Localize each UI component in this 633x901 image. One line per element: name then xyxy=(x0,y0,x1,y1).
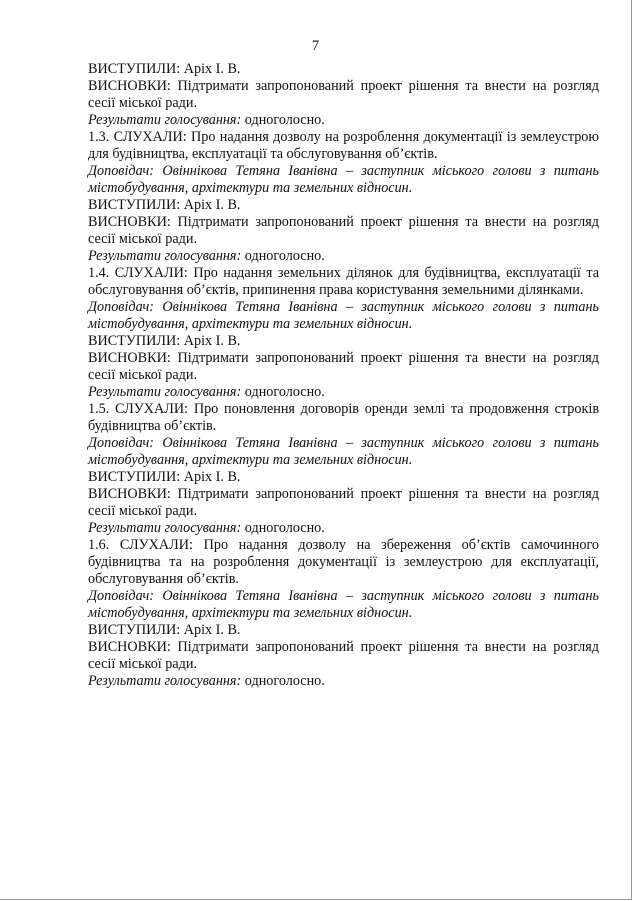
conclusions-paragraph: ВИСНОВКИ: Підтримати запропонований проект рішення та внести на розгляд сесії міської ради. xyxy=(88,350,599,383)
reporter-label: Доповідач: xyxy=(88,163,154,179)
vote-label: Результати голосування: xyxy=(88,520,242,536)
item-number: 1.4. xyxy=(88,265,110,281)
speakers-line: ВИСТУПИЛИ: Аріх І. В. xyxy=(88,333,241,349)
reporter-paragraph xyxy=(88,435,599,469)
heard-text: Про надання дозволу на збереження об’єктів самочинного будівництва та на розроблення документації із землеустрою для експлуатації, обслуговування об’єктів. xyxy=(88,537,600,587)
vote-label: Результати голосування: xyxy=(88,384,242,400)
heard-label: СЛУХАЛИ: xyxy=(114,265,188,281)
reporter-text: Овіннікова Тетяна Іванівна – заступник міського голови з питань містобудування, архітектури та земельних відносин. xyxy=(88,163,600,196)
vote-value: одноголосно. xyxy=(244,673,325,689)
heard-text: Про поновлення договорів оренди землі та продовження строків будівництва об’єктів. xyxy=(88,401,600,434)
speakers-line: ВИСТУПИЛИ: Аріх І. В. xyxy=(88,197,241,213)
conclusions-paragraph: ВИСНОВКИ: Підтримати запропонований проект рішення та внести на розгляд сесії міської ради. xyxy=(88,78,599,111)
heard-label: СЛУХАЛИ: xyxy=(119,537,193,553)
vote-result-line xyxy=(88,248,599,265)
vote-result-line xyxy=(88,112,599,129)
agenda-item-heard xyxy=(88,537,599,588)
vote-label: Результати голосування: xyxy=(88,112,242,128)
reporter-paragraph xyxy=(88,299,599,333)
speakers-line: ВИСТУПИЛИ: Аріх І. В. xyxy=(88,61,241,77)
speakers-line: ВИСТУПИЛИ: Аріх І. В. xyxy=(88,469,241,485)
page-number: 7 xyxy=(311,38,320,54)
vote-result-line xyxy=(88,520,599,537)
agenda-item-heard xyxy=(88,401,599,435)
heard-label: СЛУХАЛИ: xyxy=(115,401,189,417)
heard-text: Про надання дозволу на розроблення документації із землеустрою для будівництва, експлуатації та обслуговування об’єктів. xyxy=(88,129,600,162)
vote-value: одноголосно. xyxy=(244,248,325,264)
item-number: 1.5. xyxy=(88,401,110,417)
vote-value: одноголосно. xyxy=(244,112,325,128)
conclusions-paragraph: ВИСНОВКИ: Підтримати запропонований проект рішення та внести на розгляд сесії міської ради. xyxy=(88,214,599,247)
reporter-label: Доповідач: xyxy=(88,588,154,604)
reporter-text: Овіннікова Тетяна Іванівна – заступник міського голови з питань містобудування, архітектури та земельних відносин. xyxy=(88,299,600,332)
vote-result-line xyxy=(88,384,599,401)
speakers-line: ВИСТУПИЛИ: Аріх І. В. xyxy=(88,622,241,638)
minutes-body xyxy=(88,61,599,690)
vote-value: одноголосно. xyxy=(244,520,325,536)
vote-result-line xyxy=(88,673,599,690)
conclusions-paragraph: ВИСНОВКИ: Підтримати запропонований проект рішення та внести на розгляд сесії міської ради. xyxy=(88,639,599,672)
vote-label: Результати голосування: xyxy=(88,248,242,264)
reporter-text: Овіннікова Тетяна Іванівна – заступник міського голови з питань містобудування, архітектури та земельних відносин. xyxy=(88,588,600,621)
reporter-paragraph xyxy=(88,588,599,622)
reporter-label: Доповідач: xyxy=(88,435,154,451)
item-number: 1.6. xyxy=(88,537,110,553)
heard-label: СЛУХАЛИ: xyxy=(113,129,187,145)
reporter-text: Овіннікова Тетяна Іванівна – заступник міського голови з питань містобудування, архітектури та земельних відносин. xyxy=(88,435,600,468)
reporter-paragraph xyxy=(88,163,599,197)
conclusions-paragraph: ВИСНОВКИ: Підтримати запропонований проект рішення та внести на розгляд сесії міської ради. xyxy=(88,486,599,519)
vote-label: Результати голосування: xyxy=(88,673,242,689)
item-number: 1.3. xyxy=(88,129,110,145)
heard-text: Про надання земельних ділянок для будівництва, експлуатації та обслуговування об’єктів, припинення права користування земельними ділянками. xyxy=(88,265,600,298)
vote-value: одноголосно. xyxy=(244,384,325,400)
agenda-item-heard xyxy=(88,265,599,299)
agenda-item-heard xyxy=(88,129,599,163)
reporter-label: Доповідач: xyxy=(88,299,154,315)
